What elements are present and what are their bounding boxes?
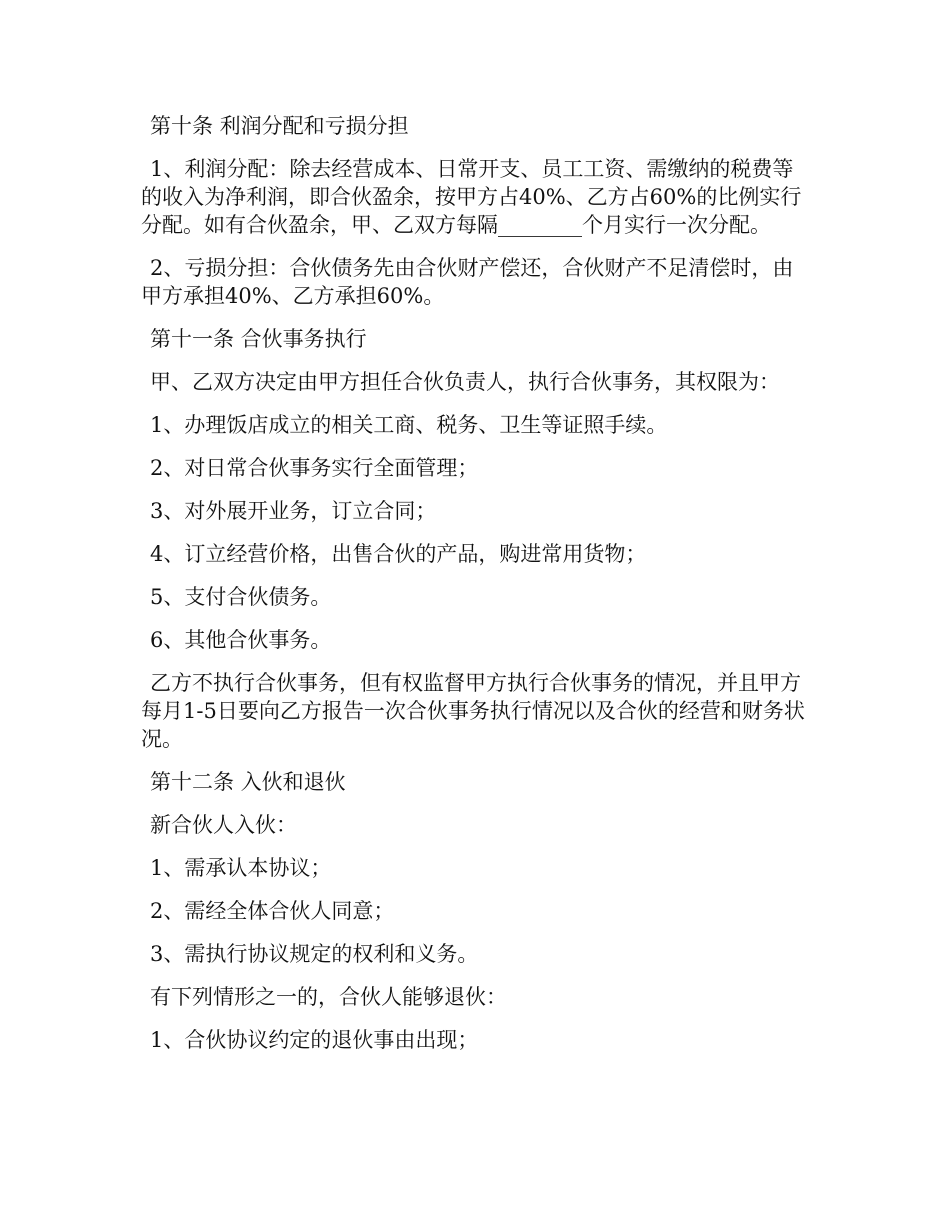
article-11-heading: 第十一条 合伙事务执行 xyxy=(150,327,367,351)
authority-item-3: 3、对外展开业务，订立合同； xyxy=(150,499,437,523)
authority-item-6: 6、其他合伙事务。 xyxy=(150,628,332,652)
new-partner-paragraph: 新合伙人入伙： xyxy=(150,813,297,837)
authority-item-2: 2、对日常合伙事务实行全面管理； xyxy=(150,456,479,480)
supervision-paragraph: 乙方不执行合伙事务，但有权监督甲方执行合伙事务的情况，并且甲方每月1-5日要向乙方报告一次合伙事务执行情况以及合伙的经营和财务状况。 xyxy=(141,671,805,751)
execution-authority-paragraph: 甲、乙双方决定由甲方担任合伙负责人，执行合伙事务，其权限为： xyxy=(150,370,780,394)
document-body xyxy=(141,112,809,1069)
withdrawal-item-1: 1、合伙协议约定的退伙事由出现； xyxy=(150,1028,479,1052)
profit-distribution-paragraph: 1、利润分配：除去经营成本、日常开支、员工工资、需缴纳的税费等的收入为净利润，即合伙盈余，按甲方占40%、乙方占60%的比例实行分配。如有合伙盈余，甲、乙双方每隔________个月实行一次分配。 xyxy=(141,157,802,237)
loss-sharing-paragraph: 2、亏损分担：合伙债务先由合伙财产偿还，合伙财产不足清偿时，由甲方承担40%、乙方承担60%。 xyxy=(141,256,794,308)
new-partner-item-1: 1、需承认本协议； xyxy=(150,856,332,880)
new-partner-item-2: 2、需经全体合伙人同意； xyxy=(150,899,395,923)
article-12-heading: 第十二条 入伙和退伙 xyxy=(150,770,346,794)
authority-item-4: 4、订立经营价格，出售合伙的产品，购进常用货物； xyxy=(150,542,647,566)
authority-item-5: 5、支付合伙债务。 xyxy=(150,585,332,609)
new-partner-item-3: 3、需执行协议规定的权利和义务。 xyxy=(150,942,479,966)
article-10-heading: 第十条 利润分配和亏损分担 xyxy=(150,114,409,138)
authority-item-1: 1、办理饭店成立的相关工商、税务、卫生等证照手续。 xyxy=(150,413,668,437)
withdrawal-paragraph: 有下列情形之一的，合伙人能够退伙： xyxy=(150,985,507,1009)
